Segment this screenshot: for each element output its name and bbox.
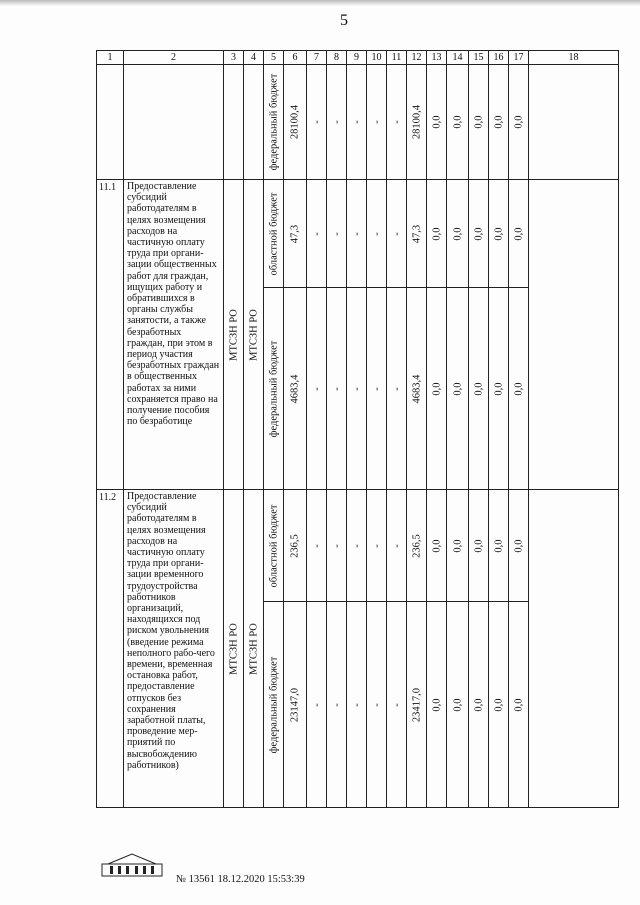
value-cell: 0,0 <box>493 381 504 396</box>
value-cell: 4683,4 <box>411 374 422 403</box>
column-header: 9 <box>347 51 367 65</box>
budget-source: федеральный бюджет <box>268 340 279 437</box>
column-header: 3 <box>224 51 244 65</box>
value-cell: 23417,0 <box>411 687 422 722</box>
column-header: 10 <box>367 51 387 65</box>
value-cell: 0,0 <box>493 226 504 241</box>
value-cell: 0,0 <box>473 538 484 553</box>
budget-source: областной бюджет <box>268 192 279 275</box>
value-cell: 28100,4 <box>411 104 422 140</box>
column-header: 8 <box>327 51 347 65</box>
value-cell: 0,0 <box>473 226 484 241</box>
value-cell: 0,0 <box>513 381 524 396</box>
column-header: 6 <box>284 51 307 65</box>
value-cell: 0,0 <box>493 697 504 712</box>
value-cell: - <box>391 231 402 236</box>
value-cell: - <box>351 120 362 124</box>
value-cell: - <box>331 386 342 391</box>
budget-source: областной бюджет <box>268 504 279 587</box>
value-cell: 0,0 <box>473 381 484 396</box>
value-cell: 0,0 <box>431 697 442 712</box>
value-cell: - <box>331 120 342 124</box>
value-cell: 0,0 <box>452 381 463 396</box>
column-header: 12 <box>407 51 427 65</box>
value-cell: - <box>391 543 402 548</box>
column-header: 5 <box>264 51 284 65</box>
value-cell: 28100,4 <box>289 104 301 140</box>
value-cell: - <box>331 543 342 548</box>
column-header: 15 <box>469 51 489 65</box>
executor: МТСЗН РО <box>228 622 239 675</box>
value-cell: 0,0 <box>431 538 442 553</box>
value-cell: 0,0 <box>452 538 463 553</box>
column-header: 1 <box>97 51 124 65</box>
table-row <box>97 490 619 602</box>
budget-source: федеральный бюджет <box>268 656 279 753</box>
value-cell: - <box>351 543 362 548</box>
value-cell: 236,5 <box>289 533 301 558</box>
value-cell: 0,0 <box>452 115 463 129</box>
column-header: 14 <box>447 51 469 65</box>
value-cell: 0,0 <box>493 115 504 129</box>
column-header: 18 <box>529 51 619 65</box>
table-row <box>97 65 619 180</box>
row-number: 11.1 <box>97 180 124 490</box>
value-cell: - <box>371 543 382 548</box>
budget-source: федеральный бюджет <box>268 73 279 171</box>
value-cell: 236,5 <box>411 533 422 558</box>
value-cell: - <box>311 702 322 707</box>
government-building-stamp-icon <box>100 852 164 878</box>
value-cell: 0,0 <box>431 115 442 129</box>
value-cell: 0,0 <box>513 538 524 553</box>
value-cell: - <box>331 231 342 236</box>
value-cell: 47,3 <box>411 224 422 243</box>
column-header: 7 <box>307 51 327 65</box>
program-table <box>96 50 619 808</box>
scan-edge <box>0 0 640 6</box>
value-cell: - <box>371 231 382 236</box>
value-cell: - <box>351 702 362 707</box>
value-cell: - <box>311 120 322 124</box>
executor: МТСЗН РО <box>228 308 239 361</box>
value-cell: 23147,0 <box>289 687 301 722</box>
document-registration-number: № 13561 18.12.2020 15:53:39 <box>176 874 305 885</box>
value-cell: 0,0 <box>513 226 524 241</box>
value-cell: - <box>311 386 322 391</box>
value-cell: 47,3 <box>289 224 301 243</box>
value-cell: 0,0 <box>493 538 504 553</box>
participant: МТСЗН РО <box>248 622 259 675</box>
value-cell: - <box>351 231 362 236</box>
table-row <box>97 180 619 288</box>
column-header: 16 <box>489 51 509 65</box>
value-cell: - <box>351 386 362 391</box>
value-cell: 0,0 <box>473 697 484 712</box>
row-number: 11.2 <box>97 490 124 808</box>
value-cell: 0,0 <box>513 115 524 129</box>
value-cell: 0,0 <box>513 697 524 712</box>
column-header: 13 <box>427 51 447 65</box>
value-cell: - <box>391 120 402 124</box>
page-number: 5 <box>340 12 348 29</box>
value-cell: 0,0 <box>473 115 484 129</box>
value-cell: - <box>311 231 322 236</box>
column-header: 11 <box>387 51 407 65</box>
measure-description: Предоставление субсидий работодателям в целях возмещения расходов на частичную оплату труда при органи-зации общественных работ для граждан, ищущих работу и обратившихся в органы службы занятости, а также безработных граждан, при этом в период участия безработных граждан в общественных работах за ними сохраняется право на получение пособия по безработице <box>124 180 224 490</box>
participant: МТСЗН РО <box>248 308 259 361</box>
value-cell: - <box>371 120 382 124</box>
measure-description: Предоставление субсидий работодателям в целях возмещения расходов на частичную оплату труда при органи-зации временного трудоустройства работников организаций, находящихся под риском увольнения (введение режима неполного рабо-чего времени, временная остановка работ, предоставление отпусков без сохранения заработной платы, проведение мер-приятий по высвобождению работников) <box>124 490 224 808</box>
value-cell: - <box>391 386 402 391</box>
value-cell: 0,0 <box>431 381 442 396</box>
value-cell: 0,0 <box>431 226 442 241</box>
header-row <box>97 51 619 65</box>
value-cell: - <box>331 702 342 707</box>
value-cell: - <box>371 386 382 391</box>
value-cell: - <box>371 702 382 707</box>
value-cell: 0,0 <box>452 226 463 241</box>
value-cell: - <box>391 702 402 707</box>
value-cell: 0,0 <box>452 697 463 712</box>
column-header: 4 <box>244 51 264 65</box>
column-header: 17 <box>509 51 529 65</box>
column-header: 2 <box>124 51 224 65</box>
value-cell: 4683,4 <box>289 374 301 403</box>
value-cell: - <box>311 543 322 548</box>
